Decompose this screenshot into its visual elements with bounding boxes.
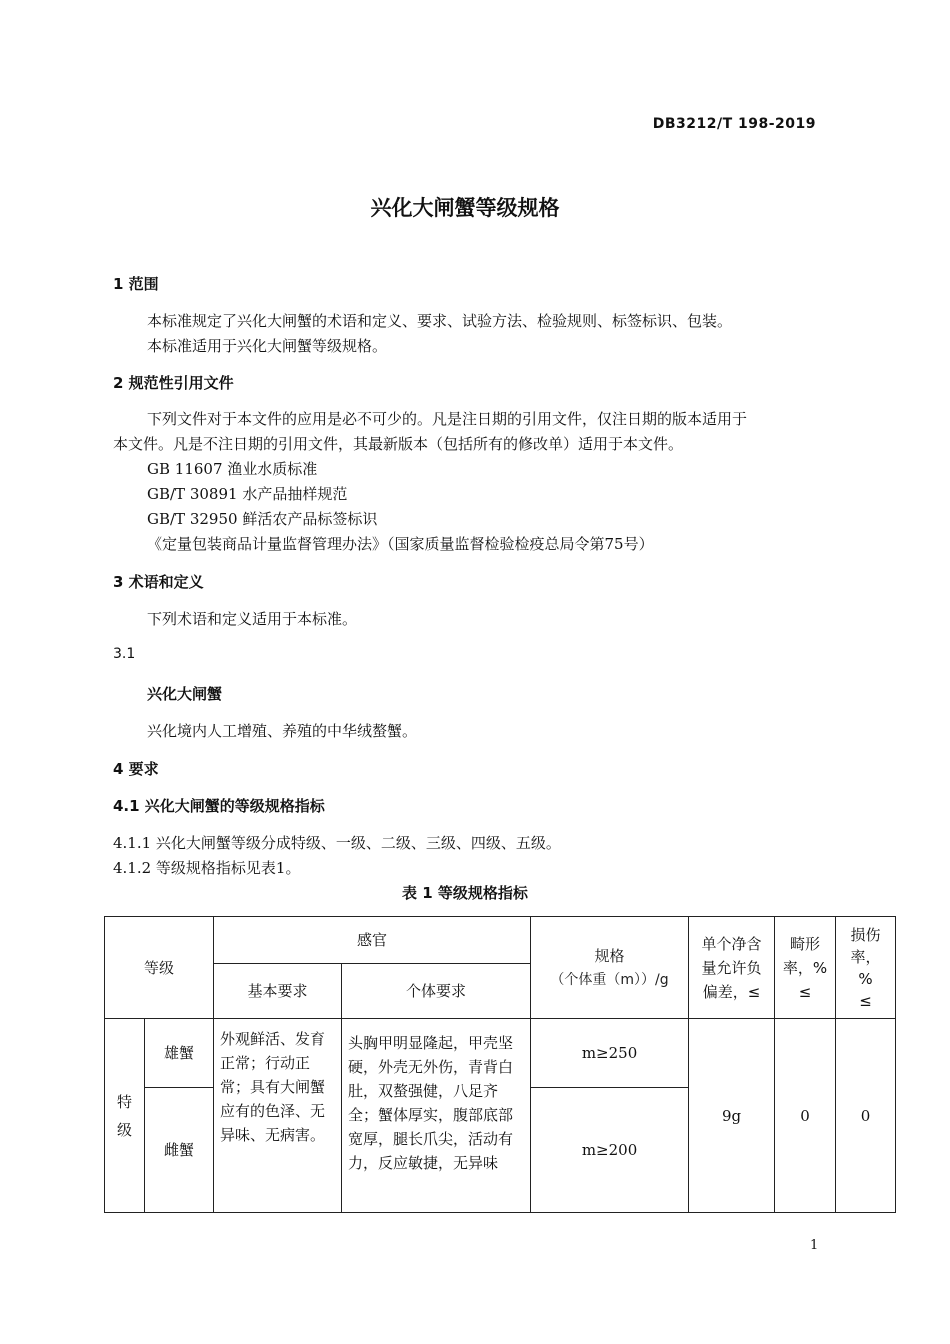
table-caption: 表 1 等级规格指标 — [402, 884, 528, 902]
header-spec — [531, 917, 689, 1019]
male-spec: m≥250 — [531, 1019, 689, 1088]
document-number: DB3212/T 198-2019 — [652, 116, 816, 132]
male-crab-label: 雄蟹 — [145, 1019, 214, 1088]
section-2-paragraph-line-1: 下列文件对于本文件的应用是必不可少的。凡是注日期的引用文件，仅注日期的版本适用于 — [147, 410, 748, 428]
header-damage-line: 损伤 — [850, 925, 881, 944]
header-net-line: 单个净含 — [701, 934, 762, 953]
damage-rate: 0 — [836, 1019, 896, 1213]
section-4-heading: 4 要求 — [113, 760, 159, 778]
header-damage-line: ≤ — [859, 991, 872, 1010]
header-net-line: 量允许负 — [701, 958, 762, 977]
header-damage-rate — [836, 917, 896, 1019]
header-deform-line: 畸形 — [790, 934, 821, 953]
term-name: 兴化大闸蟹 — [147, 685, 223, 703]
header-damage-line: % — [858, 969, 873, 988]
section-3-heading: 3 术语和定义 — [113, 573, 204, 591]
header-spec-unit: （个体重（m））/g — [550, 971, 669, 988]
header-net-line: 偏差，≤ — [702, 982, 761, 1001]
section-2-heading: 2 规范性引用文件 — [113, 374, 234, 392]
section-3-paragraph: 下列术语和定义适用于本标准。 — [147, 610, 358, 628]
reference-item: GB/T 32950 鲜活农产品标签标识 — [147, 510, 378, 528]
individual-requirements-text: 头胸甲明显隆起，甲壳坚硬，外壳无外伤，青背白肚，双螯强健，八足齐全；蟹体厚实，腹部底部宽厚，腿长爪尖，活动有力，反应敏捷，无异味 — [342, 1019, 531, 1213]
subsection-4-1-heading: 4.1 兴化大闸蟹的等级规格指标 — [113, 797, 325, 815]
reference-item: GB 11607 渔业水质标准 — [147, 460, 318, 478]
female-spec: m≥200 — [531, 1088, 689, 1213]
header-deformity-rate — [775, 917, 836, 1019]
header-deform-line: ≤ — [798, 982, 812, 1001]
header-sensory: 感官 — [214, 917, 531, 964]
section-1-heading: 1 范围 — [113, 275, 159, 293]
header-individual-requirements: 个体要求 — [342, 964, 531, 1019]
term-definition: 兴化境内人工增殖、养殖的中华绒螯蟹。 — [147, 722, 418, 740]
section-2-paragraph-line-2: 本文件。凡是不注日期的引用文件，其最新版本（包括所有的修改单）适用于本文件。 — [113, 435, 684, 453]
header-grade: 等级 — [105, 917, 214, 1019]
reference-item: 《定量包装商品计量监督管理办法》（国家质量监督检验检疫总局令第75号） — [147, 535, 654, 553]
section-1-paragraph-1: 本标准规定了兴化大闸蟹的术语和定义、要求、试验方法、检验规则、标签标识、包装。 — [147, 312, 733, 330]
document-title: 兴化大闸蟹等级规格 — [370, 196, 560, 220]
net-content-deviation: 9g — [689, 1019, 775, 1213]
subsection-3-1-number: 3.1 — [113, 646, 136, 662]
header-deform-line: 率，% — [782, 958, 828, 977]
header-spec-label: 规格 — [594, 946, 625, 965]
reference-item: GB/T 30891 水产品抽样规范 — [147, 485, 348, 503]
section-1-paragraph-2: 本标准适用于兴化大闸蟹等级规格。 — [147, 337, 388, 355]
item-4-1-1: 4.1.1 兴化大闸蟹等级分成特级、一级、二级、三级、四级、五级。 — [113, 834, 561, 852]
female-crab-label: 雌蟹 — [145, 1088, 214, 1213]
header-basic-requirements: 基本要求 — [214, 964, 342, 1019]
page-number: 1 — [810, 1238, 819, 1253]
header-net-content — [689, 917, 775, 1019]
basic-requirements-text: 外观鲜活、发育正常；行动正常；具有大闸蟹应有的色泽、无异味、无病害。 — [214, 1019, 342, 1213]
item-4-1-2: 4.1.2 等级规格指标见表1。 — [113, 859, 301, 877]
deformity-rate: 0 — [775, 1019, 836, 1213]
grade-cell: 特级 — [105, 1019, 145, 1213]
header-damage-line: 率， — [850, 947, 881, 966]
grade-spec-table — [104, 916, 896, 1213]
